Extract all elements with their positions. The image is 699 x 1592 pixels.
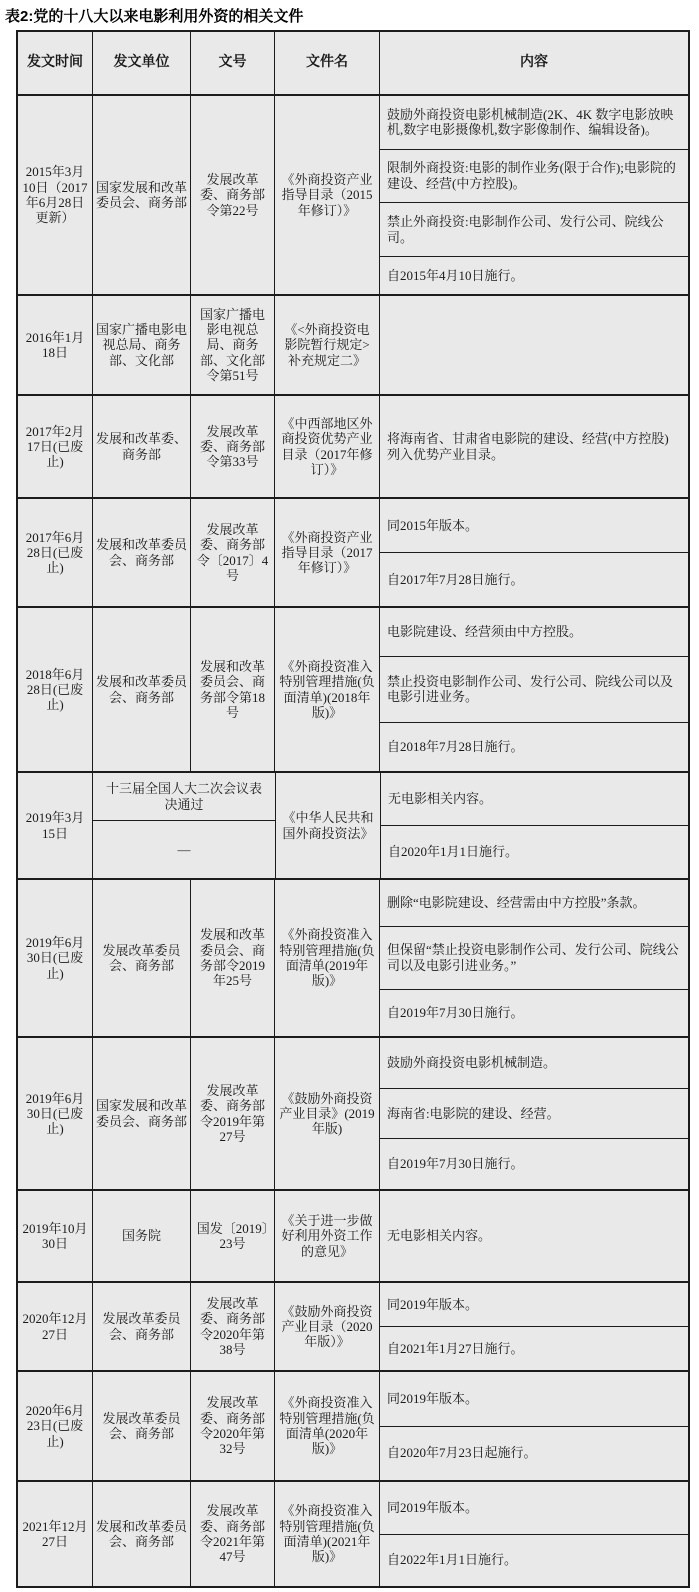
cell-doc-name: 《外商投资产业指导目录（2015年修订）》 bbox=[274, 96, 379, 294]
column-header-doc-number: 文号 bbox=[190, 32, 274, 94]
cell-doc-name: 《鼓励外商投资产业目录》(2019年版) bbox=[274, 1038, 379, 1189]
cell-content bbox=[379, 499, 688, 606]
cell-issuer: 国家发展和改革委员会、商务部 bbox=[92, 96, 190, 294]
cell-issuer: 国家广播电影电视总局、商务部、文化部 bbox=[92, 296, 190, 394]
cell-issuer: 发展改革委员会、商务部 bbox=[92, 1283, 190, 1370]
content-item: 自2020年7月23日起施行。 bbox=[380, 1426, 688, 1481]
content-item: 同2019年版本。 bbox=[387, 1296, 479, 1312]
content-item: 同2019年版本。 bbox=[387, 1499, 479, 1515]
table-row bbox=[18, 1480, 688, 1586]
cell-issue-date: 2019年3月15日 bbox=[18, 773, 92, 878]
cell-doc-name: 《外商投资准入特别管理措施(负面清单)(2021年版)》 bbox=[274, 1482, 379, 1586]
cell-doc-number: 发展和改革委员会、商务部令第18号 bbox=[190, 608, 274, 771]
cell-issue-date: 2019年6月30日(已废止) bbox=[18, 880, 92, 1036]
content-item: 同2015年版本。 bbox=[387, 517, 479, 533]
content-item: 同2019年版本。 bbox=[387, 1390, 479, 1406]
cell-content bbox=[379, 296, 688, 394]
cell-content bbox=[379, 96, 688, 294]
content-item: 自2019年7月30日施行。 bbox=[380, 1138, 688, 1189]
content-item: 禁止投资电影制作公司、发行公司、院线公司以及电影引进业务。 bbox=[380, 656, 688, 721]
cell-doc-number: 发展改革委、商务部令2021年第47号 bbox=[190, 1482, 274, 1586]
cell-issuer: 国务院 bbox=[92, 1191, 190, 1281]
cell-doc-name: 《中华人民共和国外商投资法》 bbox=[275, 773, 380, 878]
cell-issuer: 发展和改革委、商务部 bbox=[92, 396, 190, 497]
cell-doc-number: 国发〔2019〕23号 bbox=[190, 1191, 274, 1281]
cell-content bbox=[379, 608, 688, 771]
cell-issuer: 发展改革委员会、商务部 bbox=[92, 880, 190, 1036]
cell-doc-name: 《外商投资产业指导目录（2017年修订）》 bbox=[274, 499, 379, 606]
cell-doc-number: 发展改革委、商务部令2020年第38号 bbox=[190, 1283, 274, 1370]
cell-content bbox=[379, 396, 688, 497]
policy-documents-table bbox=[16, 30, 690, 1588]
content-item: 禁止外商投资:电影制作公司、发行公司、院线公司。 bbox=[380, 202, 688, 256]
cell-content bbox=[379, 1482, 688, 1586]
cell-content bbox=[379, 1191, 688, 1281]
cell-issuer-merged bbox=[92, 773, 275, 878]
cell-doc-number: 发展和改革委员会、商务部令2019年25号 bbox=[190, 880, 274, 1036]
table-row bbox=[18, 1281, 688, 1370]
cell-issue-date: 2021年12月27日 bbox=[18, 1482, 92, 1586]
cell-doc-number: 国家广播电影电视总局、商务部、文化部令第51号 bbox=[190, 296, 274, 394]
cell-content bbox=[380, 773, 688, 878]
cell-doc-name: 《鼓励外商投资产业目录（2020年版）》 bbox=[274, 1283, 379, 1370]
content-item: 自2022年1月1日施行。 bbox=[380, 1534, 688, 1587]
cell-doc-number: 发展改革委、商务部令〔2017〕4号 bbox=[190, 499, 274, 606]
cell-doc-number: 发展改革委、商务部令2019年第27号 bbox=[190, 1038, 274, 1189]
content-item: 鼓励外商投资电影机械制造。 bbox=[387, 1054, 557, 1070]
column-header-content: 内容 bbox=[379, 32, 688, 94]
cell-issuer: 发展和改革委员会、商务部 bbox=[92, 499, 190, 606]
table-row bbox=[18, 394, 688, 497]
table-row bbox=[18, 497, 688, 606]
cell-doc-number: 发展改革委、商务部令2020年第32号 bbox=[190, 1372, 274, 1480]
cell-content bbox=[379, 1283, 688, 1370]
cell-issue-date: 2019年10月30日 bbox=[18, 1191, 92, 1281]
content-item: 鼓励外商投资电影机械制造(2K、4K 数字电影放映机,数字电影摄像机,数字影像制作、编辑设备)。 bbox=[387, 106, 674, 138]
table-row bbox=[18, 94, 688, 294]
cell-content bbox=[379, 880, 688, 1036]
cell-issuer: 发展改革委员会、商务部 bbox=[92, 1372, 190, 1480]
content-item bbox=[380, 296, 688, 394]
cell-content bbox=[379, 1372, 688, 1480]
column-header-doc-name: 文件名 bbox=[274, 32, 379, 94]
table-row bbox=[18, 294, 688, 394]
cell-issuer: 发展和改革委员会、商务部 bbox=[92, 1482, 190, 1586]
doc-number-dash: — bbox=[93, 820, 275, 878]
table-row bbox=[18, 1370, 688, 1480]
cell-doc-number: 发展改革委、商务部令第22号 bbox=[190, 96, 274, 294]
cell-doc-name: 《<外商投资电影院暂行规定>补充规定二》 bbox=[274, 296, 379, 394]
table-row bbox=[18, 771, 688, 878]
cell-doc-name: 《中西部地区外商投资优势产业目录（2017年修订）》 bbox=[274, 396, 379, 497]
column-header-issuer: 发文单位 bbox=[92, 32, 190, 94]
content-item: 无电影相关内容。 bbox=[387, 1228, 492, 1244]
content-item: 海南省:电影院的建设、经营。 bbox=[380, 1088, 688, 1139]
content-item: 电影院建设、经营须由中方控股。 bbox=[387, 624, 583, 640]
content-item: 自2019年7月30日施行。 bbox=[380, 989, 688, 1036]
cell-doc-name: 《外商投资准入特别管理措施(负面清单)(2018年版)》 bbox=[274, 608, 379, 771]
cell-issue-date: 2016年1月18日 bbox=[18, 296, 92, 394]
cell-issuer: 发展和改革委员会、商务部 bbox=[92, 608, 190, 771]
cell-issue-date: 2015年3月10日（2017年6月28日更新） bbox=[18, 96, 92, 294]
table-row bbox=[18, 1189, 688, 1281]
content-item: 删除“电影院建设、经营需由中方控股”条款。 bbox=[387, 895, 646, 911]
cell-doc-name: 《外商投资准入特别管理措施(负面清单(2019年版)》 bbox=[274, 880, 379, 1036]
cell-content bbox=[379, 1038, 688, 1189]
content-item: 自2015年4月10日施行。 bbox=[380, 256, 688, 294]
content-item: 自2020年1月1日施行。 bbox=[381, 825, 688, 878]
content-item: 但保留“禁止投资电影制作公司、发行公司、院线公司以及电影引进业务。” bbox=[380, 926, 688, 989]
cell-issue-date: 2017年6月28日(已废止) bbox=[18, 499, 92, 606]
content-item: 无电影相关内容。 bbox=[388, 791, 493, 807]
cell-issue-date: 2019年6月30日(已废止) bbox=[18, 1038, 92, 1189]
column-header-issue-date: 发文时间 bbox=[18, 32, 92, 94]
table-row bbox=[18, 878, 688, 1036]
table-row bbox=[18, 1036, 688, 1189]
cell-doc-name: 《外商投资准入特别管理措施(负面清单(2020年版)》 bbox=[274, 1372, 379, 1480]
content-item: 自2017年7月28日施行。 bbox=[380, 552, 688, 606]
cell-issue-date: 2020年12月27日 bbox=[18, 1283, 92, 1370]
page-title: 表2:党的十八大以来电影利用外资的相关文件 bbox=[5, 8, 304, 25]
cell-issuer: 国家发展和改革委员会、商务部 bbox=[92, 1038, 190, 1189]
cell-issue-date: 2017年2月17日(已废止) bbox=[18, 396, 92, 497]
content-item: 限制外商投资:电影的制作业务(限于合作);电影院的建设、经营(中方控股)。 bbox=[380, 149, 688, 203]
table-header-row bbox=[18, 32, 688, 94]
cell-doc-number: 发展改革委、商务部令第33号 bbox=[190, 396, 274, 497]
issuer-top: 十三届全国人大二次会议表决通过 bbox=[105, 780, 262, 812]
content-item: 将海南省、甘肃省电影院的建设、经营(中方控股)列入优势产业目录。 bbox=[387, 430, 669, 462]
content-item: 自2021年1月27日施行。 bbox=[380, 1326, 688, 1370]
cell-doc-name: 《关于进一步做好利用外资工作的意见》 bbox=[274, 1191, 379, 1281]
content-item: 自2018年7月28日施行。 bbox=[380, 722, 688, 771]
table-row bbox=[18, 606, 688, 771]
cell-issue-date: 2020年6月23日(已废止) bbox=[18, 1372, 92, 1480]
cell-issue-date: 2018年6月28日(已废止) bbox=[18, 608, 92, 771]
